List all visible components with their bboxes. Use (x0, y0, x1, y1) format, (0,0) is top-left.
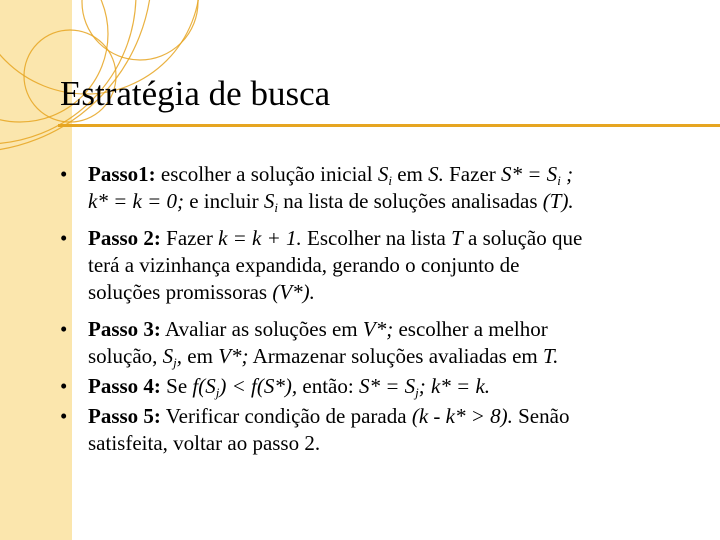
subscript-index: i (388, 173, 392, 188)
math-text: V*; (362, 317, 394, 341)
step-item (60, 373, 700, 400)
subscript-index: j (215, 385, 220, 400)
bullet-marker: • (60, 374, 68, 398)
step-label: Passo1: (88, 162, 156, 186)
math-text: T. (542, 344, 559, 368)
step-text: Se (160, 374, 193, 398)
math-text: (T). (542, 189, 574, 213)
step-text: Fazer (443, 162, 502, 186)
step-text: na lista de soluções analisadas (278, 189, 543, 213)
step-text: Fazer (160, 226, 219, 250)
step-text: Senão (512, 404, 570, 428)
step-text: Avaliar as soluções em (160, 317, 363, 341)
bullet-marker: • (60, 317, 68, 341)
subscript-index: j (173, 355, 177, 370)
step-text: e incluir (183, 189, 264, 213)
step-label: Passo 2: (88, 226, 161, 250)
math-text: S (377, 162, 389, 186)
step-text: a solução que (462, 226, 583, 250)
math-text: ; (560, 162, 574, 186)
math-text: , (176, 344, 183, 368)
step-text: solução, (88, 344, 163, 368)
step-text: em (182, 344, 219, 368)
step-item (60, 403, 700, 457)
subscript-index: i (557, 173, 561, 188)
math-text: ) < f(S*), (219, 374, 298, 398)
step-text: então: (297, 374, 359, 398)
math-text: T (451, 226, 463, 250)
step-text: Escolher na lista (301, 226, 452, 250)
step-text: Armazenar soluções avaliadas em (248, 344, 543, 368)
math-text: f(S (192, 374, 216, 398)
step-text: em (391, 162, 429, 186)
bullet-marker: • (60, 404, 68, 428)
step-text: Verificar condição de parada (160, 404, 412, 428)
step-label: Passo 3: (88, 317, 161, 341)
step-text: terá a vizinhança expandida, gerando o conjunto de (88, 253, 520, 277)
subscript-index: i (274, 200, 278, 215)
step-text: soluções promissoras (88, 280, 273, 304)
step-label: Passo 4: (88, 374, 161, 398)
deco-circle (82, 0, 198, 60)
math-text: k* = k = 0; (88, 189, 184, 213)
subscript-index: j (415, 385, 419, 400)
step-text: satisfeita, voltar ao passo 2. (88, 431, 321, 455)
math-text: S* = S (501, 162, 558, 186)
step-label: Passo 5: (88, 404, 161, 428)
math-text: (V*). (272, 280, 315, 304)
math-text: S. (428, 162, 444, 186)
steps-list (60, 161, 700, 457)
step-item (60, 225, 700, 306)
math-text: k = k + 1. (218, 226, 302, 250)
title-underline (58, 124, 720, 127)
math-text: S (162, 344, 174, 368)
math-text: S* = S (358, 374, 416, 398)
bullet-marker: • (60, 226, 68, 250)
math-text: (k - k* > 8). (411, 404, 513, 428)
math-text: V*; (218, 344, 249, 368)
slide-title: Estratégia de busca (60, 74, 331, 113)
step-item (60, 316, 700, 370)
step-text: escolher a solução inicial (155, 162, 378, 186)
bullet-marker: • (60, 162, 68, 186)
step-item (60, 161, 700, 215)
math-text: ; k* = k. (418, 374, 491, 398)
math-text: S (263, 189, 275, 213)
step-text: escolher a melhor (393, 317, 548, 341)
